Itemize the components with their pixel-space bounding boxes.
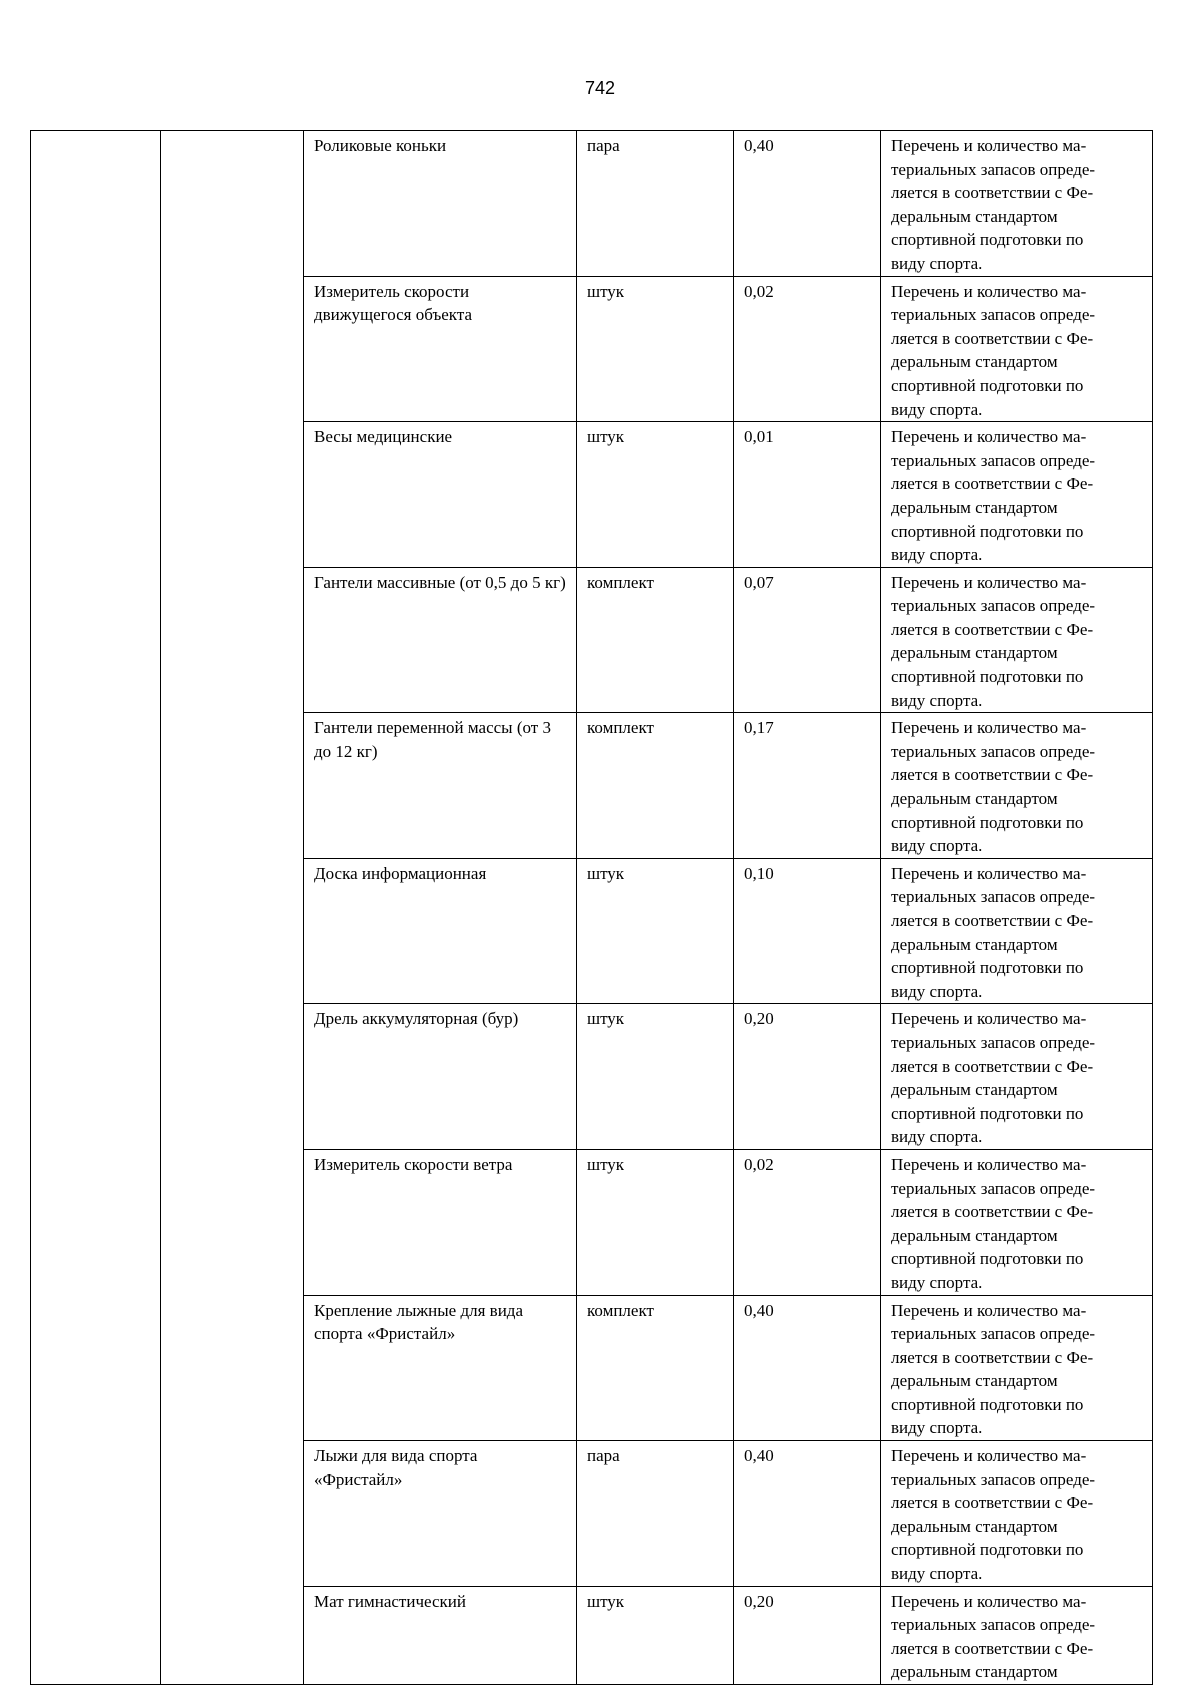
note-line: Перечень и количество ма-	[891, 427, 1087, 447]
quantity-cell: 0,20	[734, 1586, 881, 1684]
note-line: деральным стандартом	[891, 497, 1058, 517]
note-line: спортивной подготовки по	[891, 1394, 1084, 1414]
note-line: спортивной подготовки по	[891, 1540, 1084, 1560]
note-line: Перечень и количество ма-	[891, 1300, 1087, 1320]
quantity-cell: 0,02	[734, 1149, 881, 1295]
item-name-cell: Измеритель скорости движущегося объекта	[304, 276, 577, 422]
note-line: Перечень и количество ма-	[891, 1446, 1087, 1466]
note-line: виду спорта.	[891, 1418, 983, 1438]
item-name-cell: Дрель аккумуляторная (бур)	[304, 1004, 577, 1150]
note-cell	[881, 422, 1153, 568]
note-line: Перечень и количество ма-	[891, 1154, 1087, 1174]
equipment-table	[30, 130, 1153, 1685]
note-cell	[881, 713, 1153, 859]
unit-cell: пара	[577, 1441, 734, 1587]
note-line: териальных запасов опреде-	[891, 1324, 1096, 1344]
note-line: териальных запасов опреде-	[891, 887, 1096, 907]
note-cell	[881, 1149, 1153, 1295]
note-line: спортивной подготовки по	[891, 1103, 1084, 1123]
note-line: Перечень и количество ма-	[891, 1009, 1087, 1029]
note-line: спортивной подготовки по	[891, 521, 1084, 541]
item-name-cell: Крепление лыжные для вида спорта «Фристайл»	[304, 1295, 577, 1441]
note-line: деральным стандартом	[891, 1516, 1058, 1536]
note-line: виду спорта.	[891, 545, 983, 565]
note-line: ляется в соответствии с Фе-	[891, 1056, 1094, 1076]
note-line: спортивной подготовки по	[891, 230, 1084, 250]
note-line: спортивной подготовки по	[891, 812, 1084, 832]
unit-cell: комплект	[577, 567, 734, 713]
quantity-cell: 0,10	[734, 858, 881, 1004]
note-line: спортивной подготовки по	[891, 375, 1084, 395]
item-name-cell: Гантели массивные (от 0,5 до 5 кг)	[304, 567, 577, 713]
quantity-cell: 0,40	[734, 1295, 881, 1441]
unit-cell: комплект	[577, 1295, 734, 1441]
note-line: териальных запасов опреде-	[891, 596, 1096, 616]
note-line: териальных запасов опреде-	[891, 159, 1096, 179]
item-name-cell: Мат гимнастический	[304, 1586, 577, 1684]
quantity-cell: 0,07	[734, 567, 881, 713]
unit-cell: комплект	[577, 713, 734, 859]
item-name-cell: Гантели переменной массы (от 3 до 12 кг)	[304, 713, 577, 859]
note-line: ляется в соответствии с Фе-	[891, 619, 1094, 639]
note-line: виду спорта.	[891, 1272, 983, 1292]
note-line: Перечень и количество ма-	[891, 572, 1087, 592]
note-cell	[881, 1441, 1153, 1587]
unit-cell: штук	[577, 1149, 734, 1295]
note-cell	[881, 567, 1153, 713]
note-cell	[881, 131, 1153, 277]
note-line: деральным стандартом	[891, 1080, 1058, 1100]
note-line: виду спорта.	[891, 836, 983, 856]
note-line: деральным стандартом	[891, 1371, 1058, 1391]
unit-cell: штук	[577, 276, 734, 422]
note-line: виду спорта.	[891, 981, 983, 1001]
note-line: спортивной подготовки по	[891, 1249, 1084, 1269]
note-line: виду спорта.	[891, 1127, 983, 1147]
note-line: деральным стандартом	[891, 934, 1058, 954]
note-line: ляется в соответствии с Фе-	[891, 911, 1094, 930]
note-cell	[881, 1295, 1153, 1441]
note-line: деральным стандартом	[891, 352, 1058, 372]
quantity-cell: 0,40	[734, 1441, 881, 1587]
note-line: териальных запасов опреде-	[891, 305, 1096, 325]
quantity-cell: 0,40	[734, 131, 881, 277]
note-line: териальных запасов опреде-	[891, 1178, 1096, 1198]
note-line: териальных запасов опреде-	[891, 1615, 1096, 1635]
note-cell	[881, 858, 1153, 1004]
item-name-cell: Измеритель скорости ветра	[304, 1149, 577, 1295]
note-line: деральным стандартом	[891, 643, 1058, 663]
item-name-cell: Роликовые коньки	[304, 131, 577, 277]
note-line: Перечень и количество ма-	[891, 863, 1087, 883]
note-line: деральным стандартом	[891, 789, 1058, 809]
unit-cell: штук	[577, 422, 734, 568]
note-line: виду спорта.	[891, 399, 983, 419]
note-cell	[881, 1004, 1153, 1150]
note-line: деральным стандартом	[891, 1225, 1058, 1245]
note-cell	[881, 276, 1153, 422]
note-line: ляется в соответствии с Фе-	[891, 1638, 1094, 1658]
note-line: виду спорта.	[891, 1564, 983, 1584]
note-line: деральным стандартом	[891, 206, 1058, 226]
note-line: ляется в соответствии с Фе-	[891, 328, 1094, 348]
page-number: 742	[584, 78, 616, 98]
note-line: Перечень и количество ма-	[891, 136, 1087, 155]
note-line: териальных запасов опреде-	[891, 1469, 1096, 1489]
unit-cell: штук	[577, 1004, 734, 1150]
unit-cell: пара	[577, 131, 734, 277]
quantity-cell: 0,20	[734, 1004, 881, 1150]
note-line: спортивной подготовки по	[891, 667, 1084, 687]
note-line: териальных запасов опреде-	[891, 450, 1096, 470]
merged-cell-col1	[31, 131, 161, 1685]
note-line: ляется в соответствии с Фе-	[891, 474, 1094, 494]
note-line: териальных запасов опреде-	[891, 1032, 1096, 1052]
note-line: Перечень и количество ма-	[891, 1591, 1087, 1611]
item-name-cell: Весы медицинские	[304, 422, 577, 568]
table-row	[31, 131, 1153, 277]
quantity-cell: 0,02	[734, 276, 881, 422]
note-line: виду спорта.	[891, 253, 983, 273]
item-name-cell: Лыжи для вида спорта «Фристайл»	[304, 1441, 577, 1587]
note-line: ляется в соответствии с Фе-	[891, 765, 1094, 785]
quantity-cell: 0,17	[734, 713, 881, 859]
note-line: Перечень и количество ма-	[891, 281, 1087, 301]
note-line: ляется в соответствии с Фе-	[891, 1347, 1094, 1367]
note-line: виду спорта.	[891, 690, 983, 710]
note-line: ляется в соответствии с Фе-	[891, 183, 1094, 203]
note-line: ляется в соответствии с Фе-	[891, 1202, 1094, 1222]
note-line: териальных запасов опреде-	[891, 741, 1096, 761]
table-body	[31, 131, 1153, 1685]
merged-cell-col2	[161, 131, 304, 1685]
note-line: ляется в соответствии с Фе-	[891, 1493, 1094, 1513]
unit-cell: штук	[577, 1586, 734, 1684]
note-line: Перечень и количество ма-	[891, 718, 1087, 738]
note-line: деральным стандартом	[891, 1662, 1058, 1682]
unit-cell: штук	[577, 858, 734, 1004]
quantity-cell: 0,01	[734, 422, 881, 568]
note-line: спортивной подготовки по	[891, 958, 1084, 978]
note-cell	[881, 1586, 1153, 1684]
item-name-cell: Доска информационная	[304, 858, 577, 1004]
